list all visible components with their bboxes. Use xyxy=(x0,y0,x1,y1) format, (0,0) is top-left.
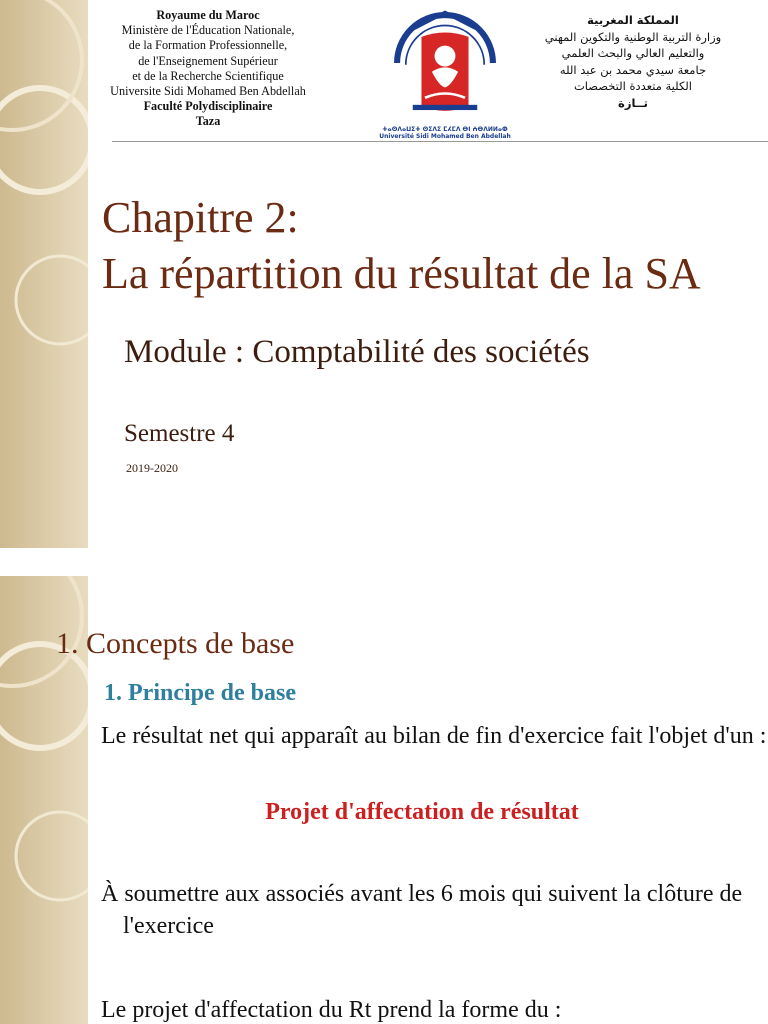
french-institution-block xyxy=(88,8,328,130)
fr-line: Ministère de l'Éducation Nationale, xyxy=(121,23,295,38)
university-header xyxy=(88,0,768,142)
ar-line: والتعليم العالي والبحث العلمي xyxy=(561,46,705,61)
logo-caption-tifinagh: ⵜⴰⵙⴷⴰⵡⵉⵜ ⵙⵉⴷⵉ ⵎⵃⵎⴷ ⴱⵏ ⵄⴱⴷⵍⵍⴰⵀ xyxy=(382,126,508,133)
section-heading: 1. Concepts de base xyxy=(56,627,295,660)
ar-line: الكلية متعددة التخصصات xyxy=(573,79,693,94)
body-paragraph-1: Le résultat net qui apparaît au bilan de fin d'exercice fait l'objet d'un : xyxy=(101,723,767,749)
fr-line: et de la Recherche Scientifique xyxy=(132,68,284,83)
slide-gap xyxy=(0,548,768,576)
body-paragraph-3: Le projet d'affectation du Rt prend la forme du : xyxy=(101,997,562,1023)
content-slide xyxy=(0,576,768,1024)
academic-year: 2019-2020 xyxy=(126,461,178,475)
arabic-institution-block xyxy=(508,12,758,112)
chapter-title-line1: Chapitre 2: xyxy=(102,193,299,242)
fr-line: de la Formation Professionnelle, xyxy=(128,38,288,53)
chapter-title-line2: La répartition du résultat de la SA xyxy=(102,249,701,298)
header-divider xyxy=(112,141,768,142)
semester-label: Semestre 4 xyxy=(124,420,235,447)
fr-line: Taza xyxy=(195,114,221,129)
university-emblem-icon xyxy=(370,2,520,124)
logo-caption xyxy=(372,126,518,140)
logo-caption-latin: Université Sidi Mohamed Ben Abdellah xyxy=(379,133,511,140)
subsection-heading: 1. Principe de base xyxy=(104,680,296,706)
ar-line: جامعة سيدي محمد بن عبد الله xyxy=(559,62,707,77)
ar-line: تــازة xyxy=(618,95,648,110)
fr-line: Royaume du Maroc xyxy=(156,8,260,22)
decorative-circles-icon xyxy=(0,0,88,548)
university-logo xyxy=(370,2,520,142)
emphasis-text: Projet d'affectation de résultat xyxy=(265,799,579,825)
module-subtitle: Module : Comptabilité des sociétés xyxy=(124,334,590,370)
chapter-title xyxy=(102,190,701,302)
decorative-sidebar xyxy=(0,0,88,548)
fr-line: Universite Sidi Mohamed Ben Abdellah xyxy=(110,84,306,99)
fr-line: Faculté Polydisciplinaire xyxy=(143,99,273,114)
ar-line: وزارة التربية الوطنية والتكوين المهني xyxy=(544,29,722,44)
fr-line: de l'Enseignement Supérieur xyxy=(138,53,278,68)
ar-line: المملكة المغربية xyxy=(587,13,679,27)
body-paragraph-2: À soumettre aux associés avant les 6 mois qui suivent la clôture de l'exercice xyxy=(101,881,743,939)
